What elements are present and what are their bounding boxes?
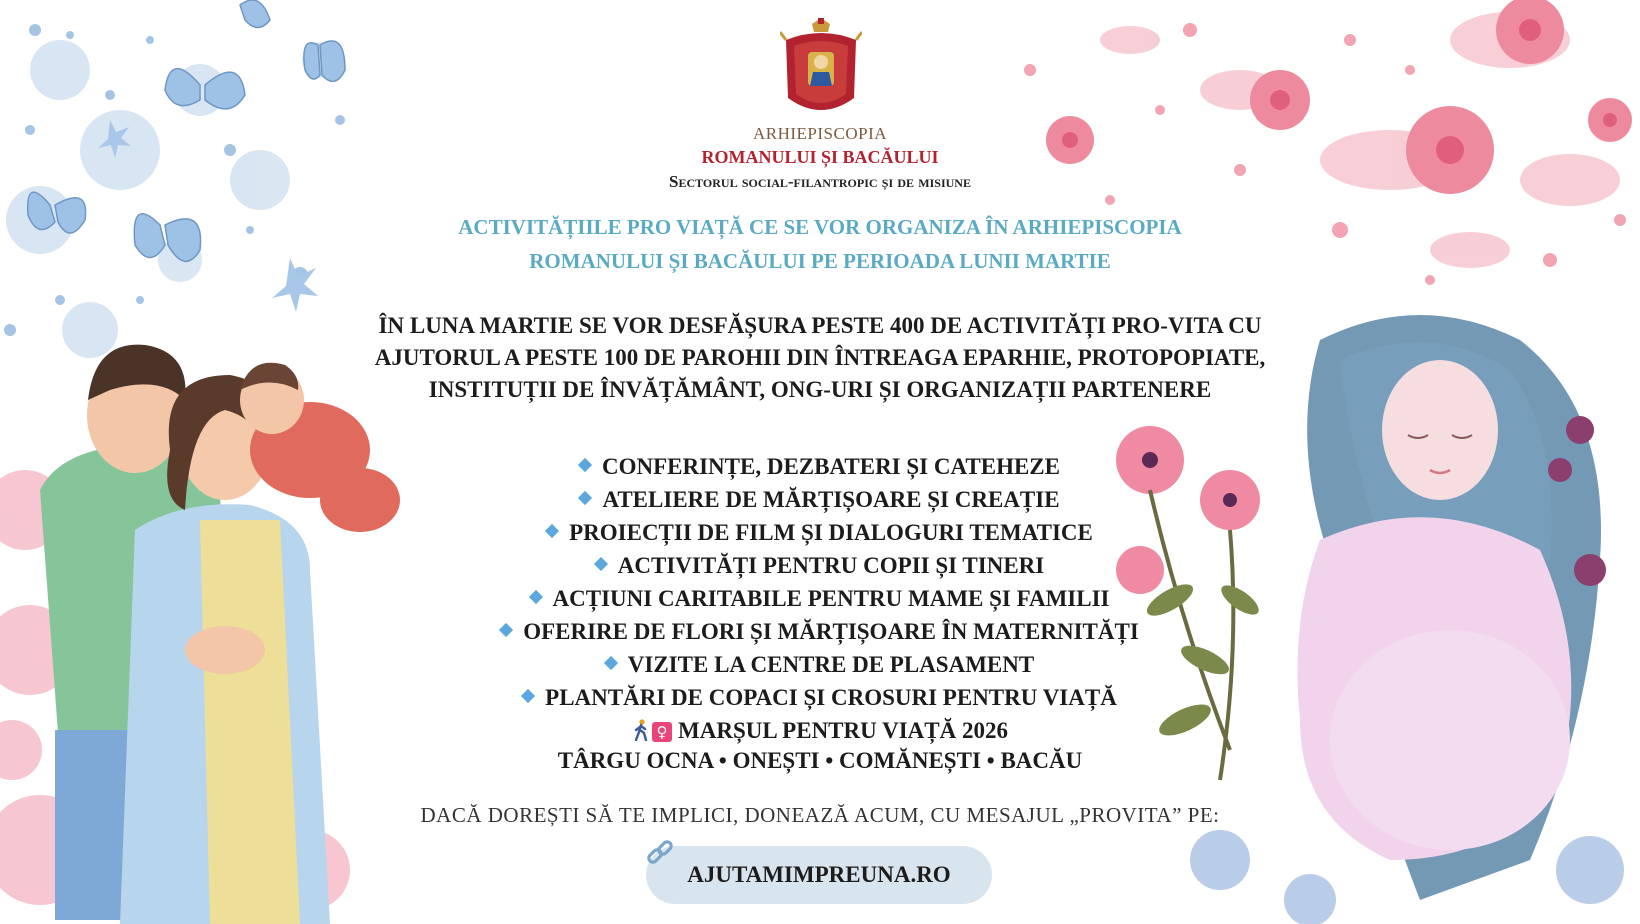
diamond-bullet-icon <box>604 656 618 670</box>
donate-link-text[interactable]: AJUTAMIMPREUNA.RO <box>687 862 951 887</box>
list-item-label: ACTIVITĂȚI PENTRU COPII ȘI TINERI <box>617 553 1045 578</box>
diamond-bullet-icon <box>578 491 592 505</box>
list-item-label: OFERIRE DE FLORI ȘI MĂRȚIȘOARE ÎN MATERNITĂȚI <box>523 619 1139 644</box>
diamond-bullet-icon <box>528 590 542 604</box>
list-item <box>300 582 1340 615</box>
list-item <box>300 549 1340 582</box>
diamond-bullet-icon <box>578 458 592 472</box>
list-item-label: CONFERINȚE, DEZBATERI ȘI CATEHEZE <box>602 454 1060 479</box>
list-item <box>300 450 1340 483</box>
intro-line1: ÎN LUNA MARTIE SE VOR DESFĂȘURA PESTE 400 DE ACTIVITĂȚI PRO-VITA CU <box>378 313 1262 338</box>
venus-sign-icon: ♀ <box>652 722 672 742</box>
list-item-label: ATELIERE DE MĂRȚIȘOARE ȘI CREAȚIE <box>602 487 1060 512</box>
list-item <box>300 516 1340 549</box>
org-name-line1: ARHIEPISCOPIA <box>752 124 888 143</box>
list-item-label: PLANTĂRI DE COPACI ȘI CROSURI PENTRU VIAȚĂ <box>545 685 1117 710</box>
list-item-label: PROIECȚII DE FILM ȘI DIALOGURI TEMATICE <box>569 520 1093 545</box>
org-sector-name: Sectorul social-filantropic și de misiune <box>669 172 971 191</box>
page-title-line1: ACTIVITĂȚIILE PRO VIAȚĂ CE SE VOR ORGANIZA ÎN ARHIEPISCOPIA <box>458 215 1182 239</box>
donate-call-to-action: DACĂ DOREȘTI SĂ TE IMPLICI, DONEAZĂ ACUM, CU MESAJUL „PROVITA” PE: <box>420 803 1220 827</box>
diamond-bullet-icon <box>499 623 513 637</box>
list-item <box>300 483 1340 516</box>
diamond-bullet-icon <box>545 524 559 538</box>
intro-line3: INSTITUȚII DE ÎNVĂȚĂMÂNT, ONG-URI ȘI ORGANIZAȚII PARTENERE <box>428 377 1212 402</box>
march-for-life <box>300 714 1340 747</box>
archdiocese-crest-logo <box>780 18 862 122</box>
link-icon <box>644 838 678 872</box>
list-item-label: VIZITE LA CENTRE DE PLASAMENT <box>627 652 1035 677</box>
intro-line2: AJUTORUL A PESTE 100 DE PAROHII DIN ÎNTREAGA EPARHIE, PROTOPOPIATE, <box>374 345 1266 370</box>
page-title-line2: ROMANULUI ȘI BACĂULUI PE PERIOADA LUNII MARTIE <box>529 249 1111 273</box>
page-title <box>300 210 1340 278</box>
list-item <box>300 681 1340 714</box>
activities-list <box>300 450 1340 714</box>
list-item-label: ACȚIUNI CARITABILE PENTRU MAME ȘI FAMILII <box>552 586 1110 611</box>
donate-link-button[interactable] <box>646 846 992 904</box>
list-item <box>300 615 1340 648</box>
intro-paragraph <box>300 310 1340 406</box>
list-item <box>300 648 1340 681</box>
org-name-line2: ROMANULUI ȘI BACĂULUI <box>701 147 939 167</box>
march-towns: TÂRGU OCNA • ONEȘTI • COMĂNEȘTI • BACĂU <box>557 748 1083 773</box>
walking-person-icon <box>632 719 650 741</box>
march-label: MARȘUL PENTRU VIAȚĂ 2026 <box>678 718 1008 743</box>
diamond-bullet-icon <box>521 689 535 703</box>
diamond-bullet-icon <box>594 557 608 571</box>
